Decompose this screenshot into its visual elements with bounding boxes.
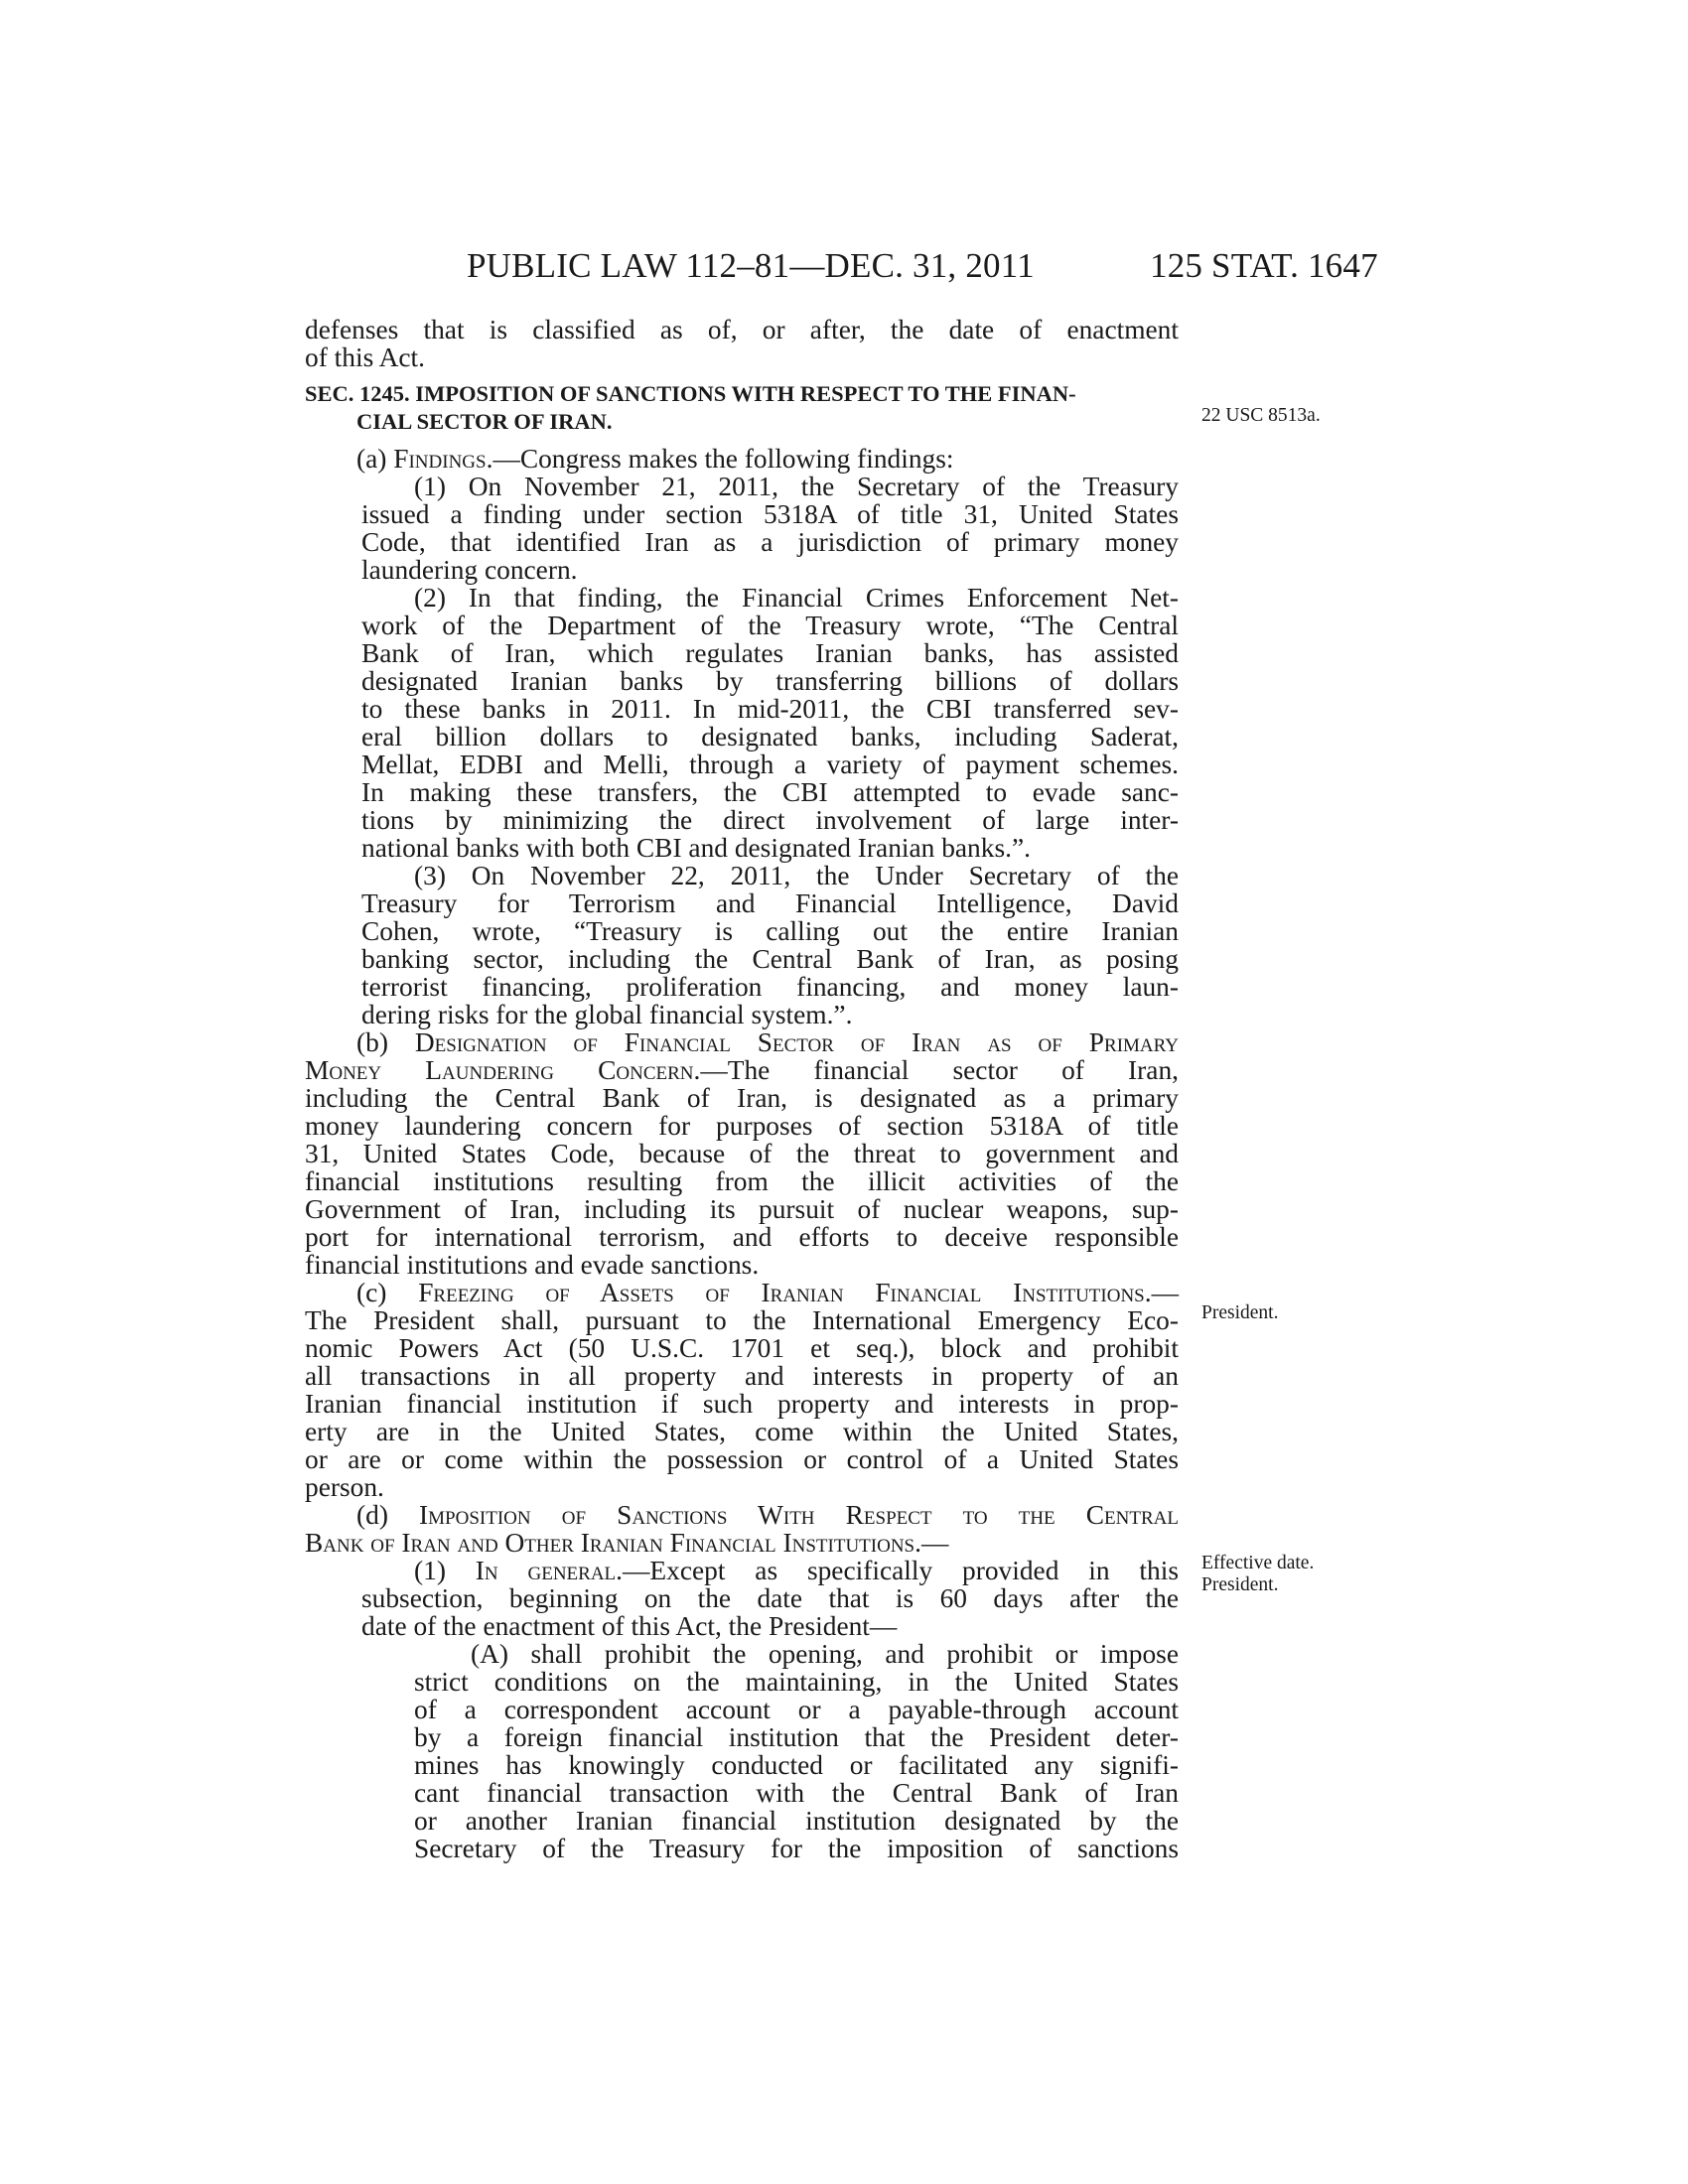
text-line: or another Iranian financial institution designated by the — [414, 1806, 1179, 1836]
text-line: dering risks for the global financial system.”. — [361, 1000, 853, 1029]
text-line: Treasury for Terrorism and Financial Intelligence, David — [361, 888, 1179, 918]
margin-note-usc: 22 USC 8513a. — [1201, 405, 1321, 426]
section-heading: CIAL SECTOR OF IRAN. — [356, 409, 613, 434]
text-line: erty are in the United States, come within the United States, — [305, 1417, 1179, 1446]
text-line: (3) On November 22, 2011, the Under Secretary of the — [414, 861, 1179, 890]
text-line: money laundering concern for purposes of section 5318A of title — [305, 1111, 1179, 1141]
margin-note-effective-date: Effective date. — [1201, 1553, 1315, 1573]
paragraph-d1-heading: (1) In general.—Except as specifically provided in this — [414, 1556, 1179, 1585]
text-line: (A) shall prohibit the opening, and prohibit or impose — [471, 1639, 1179, 1669]
text-line: national banks with both CBI and designated Iranian banks.”. — [361, 833, 1031, 863]
text-line: (1) On November 21, 2011, the Secretary of the Treasury — [414, 472, 1179, 501]
text-line: person. — [305, 1472, 384, 1502]
text-line: date of the enactment of this Act, the President— — [361, 1611, 898, 1641]
text-line: including the Central Bank of Iran, is designated as a primary — [305, 1083, 1179, 1113]
text-line: (2) In that finding, the Financial Crimes Enforcement Net- — [414, 583, 1179, 613]
text-line: financial institutions resulting from the illicit activities of the — [305, 1166, 1179, 1196]
text-line: Code, that identified Iran as a jurisdiction of primary money — [361, 527, 1179, 557]
text-line: nomic Powers Act (50 U.S.C. 1701 et seq.), block and prohibit — [305, 1333, 1179, 1363]
text-line: issued a finding under section 5318A of title 31, United States — [361, 499, 1179, 529]
page-stat-number: 125 STAT. 1647 — [1150, 246, 1378, 285]
text-line: subsection, beginning on the date that is 60 days after the — [361, 1583, 1179, 1613]
text-line: Money Laundering Concern.—The financial sector of Iran, — [305, 1055, 1179, 1085]
text-line: Iranian financial institution if such property and interests in prop- — [305, 1389, 1179, 1419]
subsection-b-heading: (b) Designation of Financial Sector of Iran as of Primary — [356, 1027, 1179, 1057]
text-line: of this Act. — [305, 342, 425, 372]
text-line: The President shall, pursuant to the International Emergency Eco- — [305, 1305, 1179, 1335]
running-head-title: PUBLIC LAW 112–81—DEC. 31, 2011 — [467, 246, 1035, 285]
text-line: strict conditions on the maintaining, in the United States — [414, 1667, 1179, 1697]
text-line: banking sector, including the Central Bank of Iran, as posing — [361, 944, 1179, 974]
text-line: Mellat, EDBI and Melli, through a variety of payment schemes. — [361, 750, 1179, 779]
statute-body — [305, 316, 1179, 1862]
text-line: defenses that is classified as of, or after, the date of enactment — [305, 315, 1179, 344]
section-heading: SEC. 1245. IMPOSITION OF SANCTIONS WITH RESPECT TO THE FINAN- — [305, 381, 1076, 406]
text-line: cant financial transaction with the Central Bank of Iran — [414, 1778, 1179, 1808]
subsection-c-heading: (c) Freezing of Assets of Iranian Financial Institutions.— — [356, 1278, 1180, 1307]
margin-note-president: President. — [1201, 1302, 1279, 1323]
text-line: Bank of Iran and Other Iranian Financial Institutions.— — [305, 1528, 949, 1558]
text-line: terrorist financing, proliferation financing, and money laun- — [361, 972, 1179, 1002]
subsection-d-heading: (d) Imposition of Sanctions With Respect to the Central — [356, 1500, 1179, 1530]
text-line: In making these transfers, the CBI attempted to evade sanc- — [361, 777, 1179, 807]
text-line: Secretary of the Treasury for the imposition of sanctions — [414, 1834, 1179, 1863]
subsection-a-heading: (a) Findings.—Congress makes the following findings: — [356, 444, 954, 474]
text-line: to these banks in 2011. In mid-2011, the CBI transferred sev- — [361, 694, 1179, 724]
text-line: laundering concern. — [361, 555, 578, 585]
text-line: mines has knowingly conducted or facilitated any signifi- — [414, 1750, 1179, 1780]
text-line: Cohen, wrote, “Treasury is calling out the entire Iranian — [361, 916, 1179, 946]
text-line: 31, United States Code, because of the threat to government and — [305, 1139, 1179, 1168]
text-line: Government of Iran, including its pursuit of nuclear weapons, sup- — [305, 1194, 1179, 1224]
text-line: port for international terrorism, and efforts to deceive responsible — [305, 1222, 1179, 1252]
text-line: by a foreign financial institution that the President deter- — [414, 1722, 1179, 1752]
text-line: all transactions in all property and interests in property of an — [305, 1361, 1179, 1391]
text-line: designated Iranian banks by transferring billions of dollars — [361, 666, 1179, 696]
text-line: of a correspondent account or a payable-through account — [414, 1695, 1179, 1724]
text-line: or are or come within the possession or control of a United States — [305, 1444, 1179, 1474]
text-line: tions by minimizing the direct involvement of large inter- — [361, 805, 1179, 835]
text-line: work of the Department of the Treasury wrote, “The Central — [361, 611, 1179, 640]
text-line: financial institutions and evade sanctions. — [305, 1250, 760, 1280]
margin-note-president: President. — [1201, 1574, 1279, 1595]
text-line: Bank of Iran, which regulates Iranian banks, has assisted — [361, 638, 1179, 668]
text-line: eral billion dollars to designated banks, including Saderat, — [361, 722, 1179, 751]
